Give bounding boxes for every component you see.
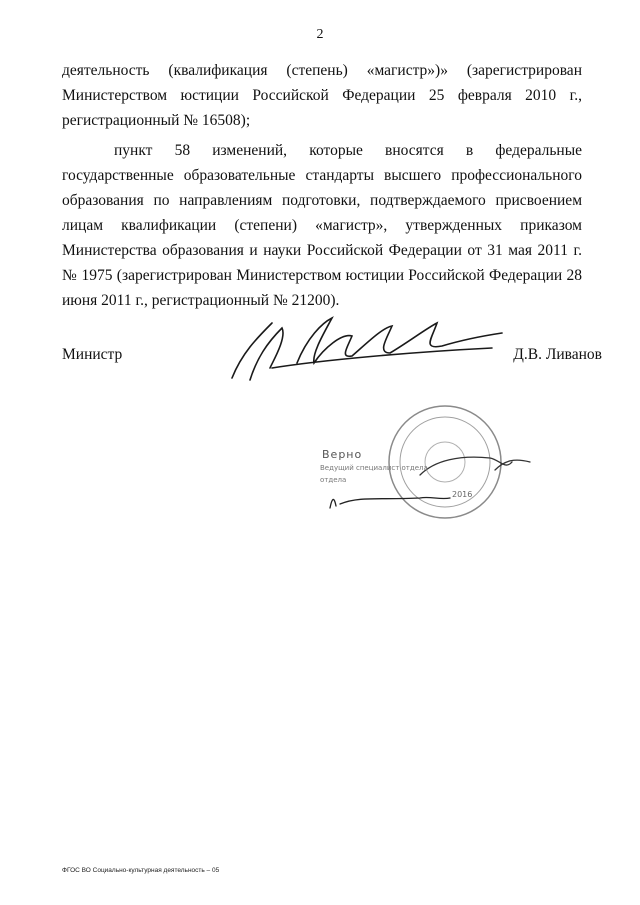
certification-label: Верно (322, 448, 363, 461)
paragraph-2: пункт 58 изменений, которые вносятся в федеральные государственные образовательные стандарты высшего профессионального образования по направлениям подготовки, подтверждаемого присвоением лицам квалификации (степени) «магистр», утвержденных приказом Министерства образования и науки Российской Федерации от 31 мая 2011 г. № 1975 (зарегистрирован Министерством юстиции Российской Федерации 28 июня 2011 г., регистрационный № 21200). (62, 142, 582, 309)
paragraph-1: деятельность (квалификация (степень) «магистр»)» (зарегистрирован Министерством юстиции Российской Федерации 25 февраля 2010 г., регистрационный № 16508); (62, 62, 582, 129)
certification-line-1: Ведущий специалист отдела (320, 464, 428, 472)
page-number: 2 (316, 27, 324, 42)
minister-name: Д.В. Ливанов (513, 346, 602, 363)
handwritten-signature (212, 308, 512, 388)
certification-line-2: отдела (320, 476, 347, 484)
document-footer: ФГОС ВО Социально-культурная деятельность – 05 (62, 867, 220, 874)
certification-stamp (300, 400, 550, 540)
minister-title: Министр (62, 346, 123, 363)
certification-year: 2016 (452, 490, 473, 499)
signature-block (62, 338, 602, 408)
